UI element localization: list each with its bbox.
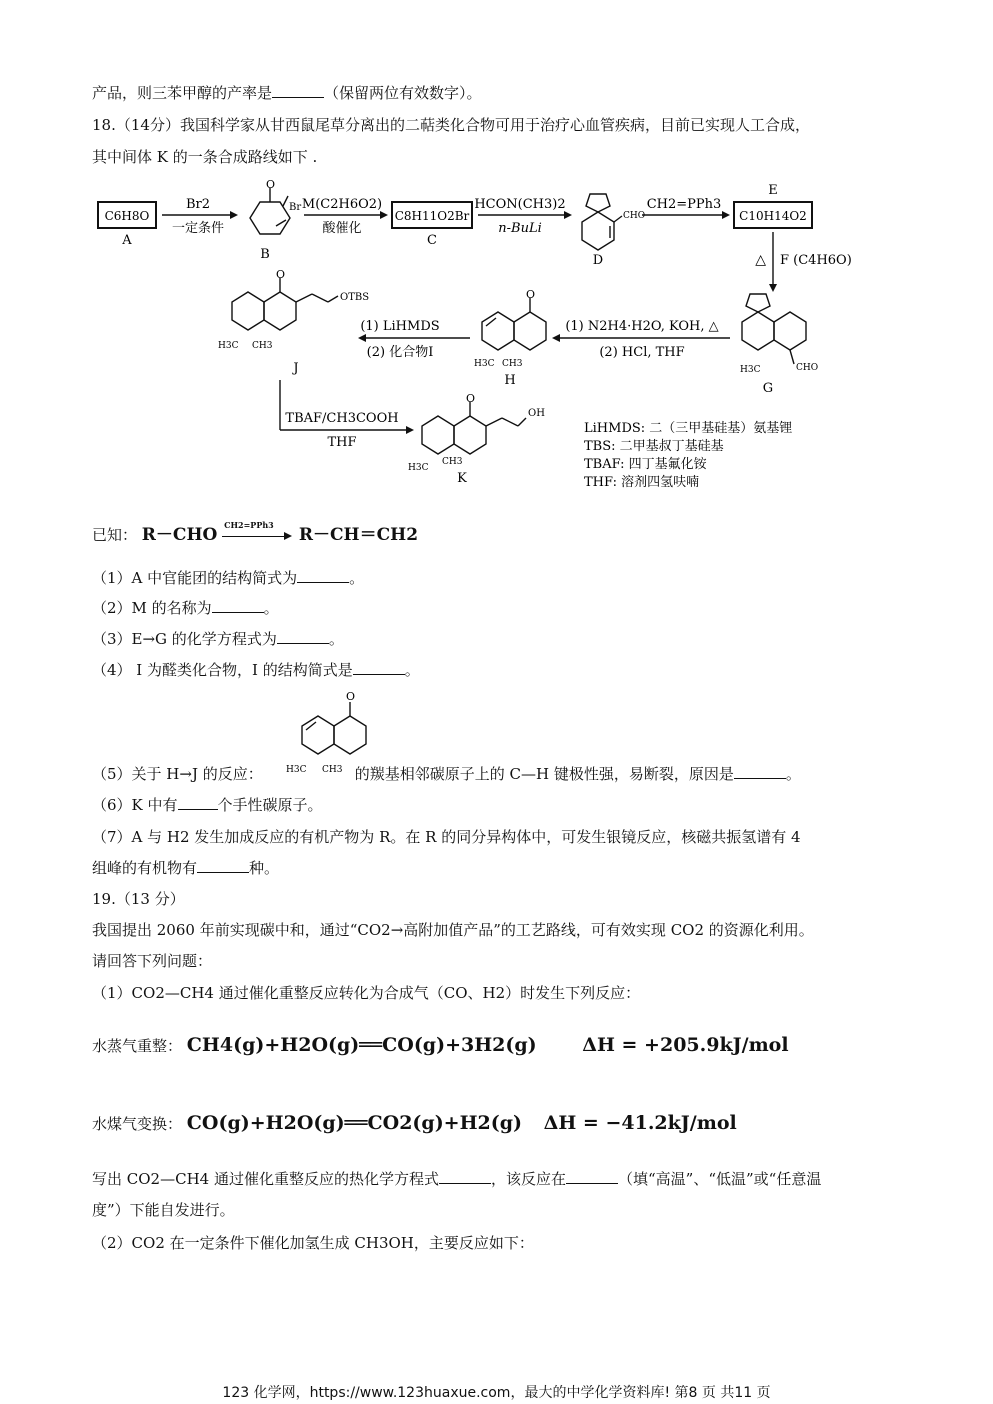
q19-intro: 我国提出 2060 年前实现碳中和，通过“CO2→高附加值产品”的工艺路线，可有效实现 CO2 的资源化利用。 [92, 921, 814, 939]
inline-oxygen: O [346, 690, 356, 703]
H-oxygen: O [526, 288, 536, 301]
q19-task-cont: 度”）下能自发进行。 [92, 1201, 235, 1219]
H-methyl-2: CH3 [502, 359, 523, 369]
D-aldehyde: CHO [623, 211, 646, 221]
step1-reagent: Br2 [185, 197, 211, 212]
K-oxygen: O [466, 392, 476, 405]
step7-reagent: (1) LiHMDS [360, 319, 440, 334]
answer-blank[interactable] [353, 660, 405, 675]
known-reaction: 已知： R－CHO CH2=PPh3 R－CH＝CH2 [92, 520, 419, 545]
q18-part7: （7）A 与 H2 发生加成反应的有机产物为 R。在 R 的同分异构体中，可发生银镜反应，核磁共振氢谱有 4 [92, 828, 801, 846]
J-methyl-2: CH3 [252, 341, 273, 351]
K-hydroxyl: OH [528, 408, 545, 419]
answer-blank[interactable] [178, 795, 218, 810]
B-bromine: Br [289, 202, 302, 213]
label-B: B [260, 247, 270, 262]
structure-H [482, 298, 546, 350]
label-A: A [122, 233, 132, 248]
step8-condition: THF [327, 435, 357, 450]
formula-E: C10H14O2 [739, 209, 807, 223]
answer-blank[interactable] [566, 1169, 618, 1184]
q18-part3: （3）E→G 的化学方程式为 。 [92, 630, 344, 648]
step2-reagent: M(C2H6O2) [301, 197, 383, 212]
q19-part2: （2）CO2 在一定条件下催化加氢生成 CH3OH，主要反应如下： [92, 1234, 534, 1252]
q18-part2: （2）M 的名称为 。 [92, 599, 279, 617]
step2-condition: 酸催化 [322, 221, 362, 236]
known-product: R－CH＝CH2 [298, 525, 419, 545]
label-E: E [768, 183, 778, 198]
answer-blank[interactable] [197, 858, 249, 873]
question-18-header-2: 其中间体 K 的一条合成路线如下 . [92, 148, 318, 166]
J-methyl-1: H3C [218, 341, 239, 351]
q18-part7-cont: 组峰的有机物有 种。 [92, 859, 280, 877]
label-J: J [293, 361, 299, 376]
q18-part6: （6）K 中有 个手性碳原子。 [92, 796, 323, 814]
q19-intro-2: 请回答下列问题： [92, 952, 213, 970]
q18-part5: （5）关于 H→J 的反应： 的羰基相邻碳原子上的 C—H 键极性强，易断裂，原因是 。 [92, 765, 801, 783]
answer-blank[interactable] [297, 568, 349, 583]
answer-line: 产品，则三苯甲醇的产率是 （保留两位有效数字）。 [92, 84, 482, 102]
step6-condition: (2) HCl, THF [599, 345, 685, 360]
legend-lihmds: LiHMDS: 二（三甲基硅基）氨基锂 [584, 421, 793, 436]
structure-J [232, 278, 338, 330]
answer-blank[interactable] [277, 629, 329, 644]
step5-reagent: F (C4H6O) [780, 253, 852, 268]
structure-K [422, 402, 526, 454]
synthesis-scheme [90, 178, 852, 500]
H-methyl-1: H3C [474, 359, 495, 369]
label-C: C [427, 233, 437, 248]
answer-blank[interactable] [212, 598, 264, 613]
answer-blank[interactable] [439, 1169, 491, 1184]
step4-reagent: CH2=PPh3 [646, 197, 722, 212]
q18-part4: （4） I 为醛类化合物，I 的结构简式是 。 [92, 661, 420, 679]
J-oxygen: O [276, 268, 286, 281]
page-footer: 123 化学网，https://www.123huaxue.com，最大的中学化学资料库! 第8 页 共11 页 [222, 1385, 771, 1401]
step3-condition: n-BuLi [498, 221, 542, 236]
known-reactant: R－CHO [141, 525, 218, 545]
K-methyl-2: CH3 [442, 457, 463, 467]
structure-D [582, 194, 622, 250]
equation-steam-reforming: 水蒸气重整： CH4(g)+H2O(g)══CO(g)+3H2(g) ΔH = +205.9kJ/mol [92, 1034, 789, 1056]
G-methyl: H3C [740, 365, 761, 375]
equation-water-gas-shift: 水煤气变换： CO(g)+H2O(g)══CO2(g)+H2(g) ΔH = −41.2kJ/mol [92, 1112, 737, 1134]
label-D: D [592, 253, 604, 268]
step6-reagent: (1) N2H4·H2O, KOH, △ [565, 319, 719, 334]
q19-task: 写出 CO2—CH4 通过催化重整反应的热化学方程式 ，该反应在 （填“高温”、“低温”或“任意温 [92, 1170, 822, 1188]
step3-reagent: HCON(CH3)2 [474, 197, 566, 212]
inline-methyl-1: H3C [286, 765, 307, 775]
label-H: H [504, 373, 516, 388]
step1-condition: 一定条件 [171, 221, 225, 236]
structure-B [250, 188, 290, 234]
structure-G [742, 294, 806, 364]
answer-blank[interactable] [272, 83, 324, 98]
question-18-header: 18.（14分）我国科学家从甘西鼠尾草分离出的二萜类化合物可用于治疗心血管疾病，目前已实现人工合成， [92, 116, 810, 134]
B-oxygen: O [266, 178, 276, 191]
known-arrow [222, 520, 294, 543]
step5-heat: △ [755, 252, 766, 268]
formula-A: C6H8O [104, 209, 150, 223]
question-19-header: 19.（13 分） [92, 890, 185, 908]
legend-thf: THF: 溶剂四氢呋喃 [584, 475, 700, 490]
inline-methyl-2: CH3 [322, 765, 343, 775]
step8-reagent: TBAF/CH3COOH [285, 411, 399, 426]
formula-C: C8H11O2Br [394, 209, 470, 223]
q18-part1: （1）A 中官能团的结构简式为 。 [92, 569, 365, 587]
label-K: K [457, 471, 467, 486]
legend-tbs: TBS: 二甲基叔丁基硅基 [584, 439, 724, 454]
q19-part1: （1）CO2—CH4 通过催化重整反应转化为合成气（CO、H2）时发生下列反应： [92, 984, 641, 1002]
J-otbs: OTBS [340, 292, 370, 303]
known-reagent: CH2=PPh3 [224, 520, 274, 530]
step7-condition: (2) 化合物I [366, 345, 434, 360]
G-aldehyde: CHO [796, 363, 819, 373]
answer-blank[interactable] [734, 764, 786, 779]
K-methyl-1: H3C [408, 463, 429, 473]
legend-tbaf: TBAF: 四丁基氟化铵 [584, 457, 707, 472]
label-G: G [762, 381, 774, 396]
